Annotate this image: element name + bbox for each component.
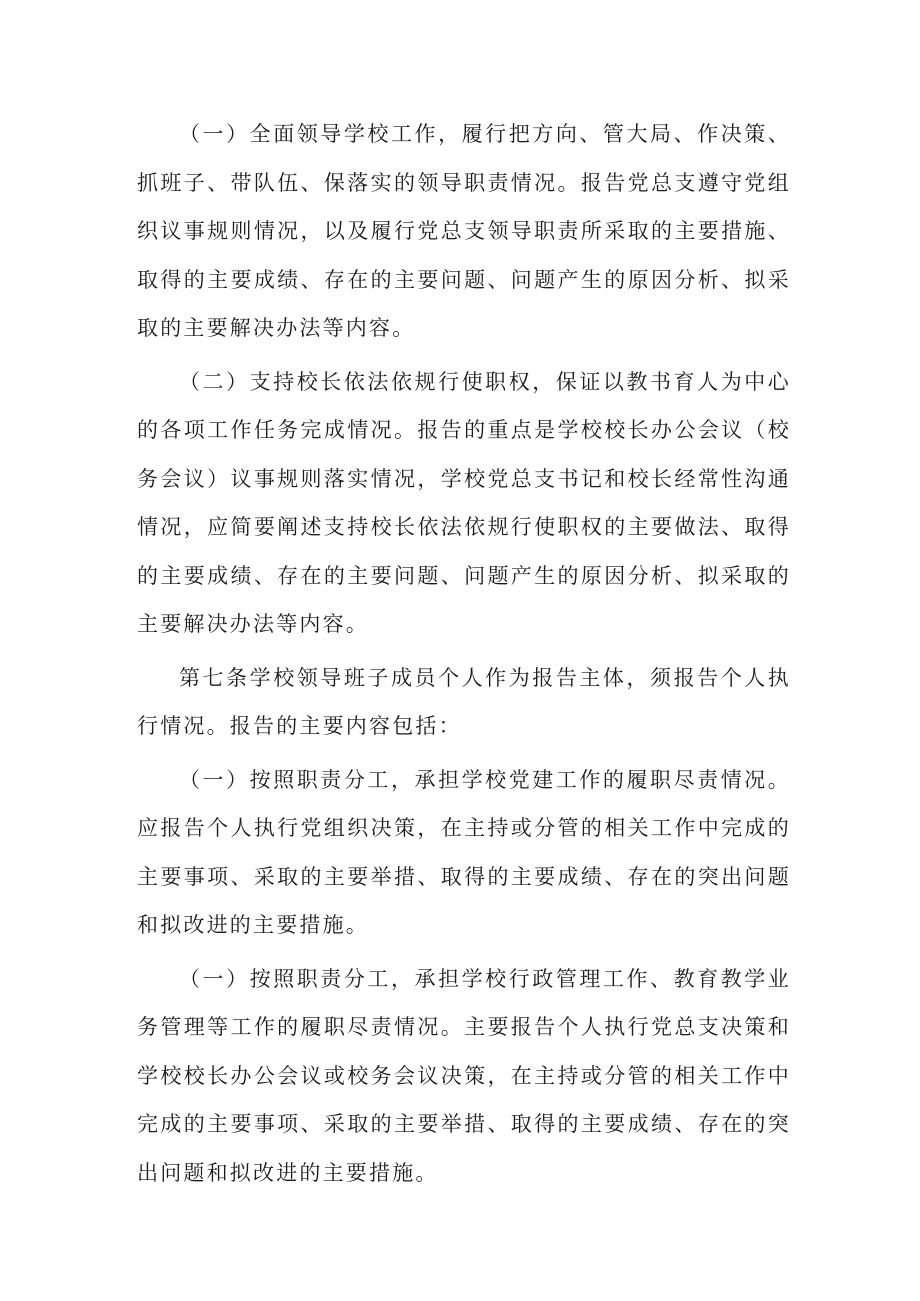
paragraph-1: （一）全面领导学校工作，履行把方向、管大局、作决策、抓班子、带队伍、保落实的领导职责情况。报告党总支遵守党组织议事规则情况，以及履行党总支领导职责所采取的主要措施、取得的主要成绩、存在的主要问题、问题产生的原因分析、拟采取的主要解决办法等内容。 xyxy=(137,122,791,340)
paragraph-4: （一）按照职责分工，承担学校党建工作的履职尽责情况。应报告个人执行党组织决策，在主持或分管的相关工作中完成的主要事项、采取的主要举措、取得的主要成绩、存在的突出问题和拟改进的主要措施。 xyxy=(137,767,791,937)
paragraph-5: （一）按照职责分工，承担学校行政管理工作、教育教学业务管理等工作的履职尽责情况。主要报告个人执行党总支决策和学校校长办公会议或校务会议决策，在主持或分管的相关工作中完成的主要事项、采取的主要举措、取得的主要成绩、存在的突出问题和拟改进的主要措施。 xyxy=(137,966,791,1185)
document-body xyxy=(137,110,791,1202)
paragraph-3: 第七条学校领导班子成员个人作为报告主体，须报告个人执行情况。报告的主要内容包括： xyxy=(137,665,791,738)
paragraph-2: （二）支持校长依法依规行使职权，保证以教书育人为中心的各项工作任务完成情况。报告的重点是学校校长办公会议（校务会议）议事规则落实情况，学校党总支书记和校长经常性沟通情况，应简要阐述支持校长依法依规行使职权的主要做法、取得的主要成绩、存在的主要问题、问题产生的原因分析、拟采取的主要解决办法等内容。 xyxy=(137,369,791,636)
